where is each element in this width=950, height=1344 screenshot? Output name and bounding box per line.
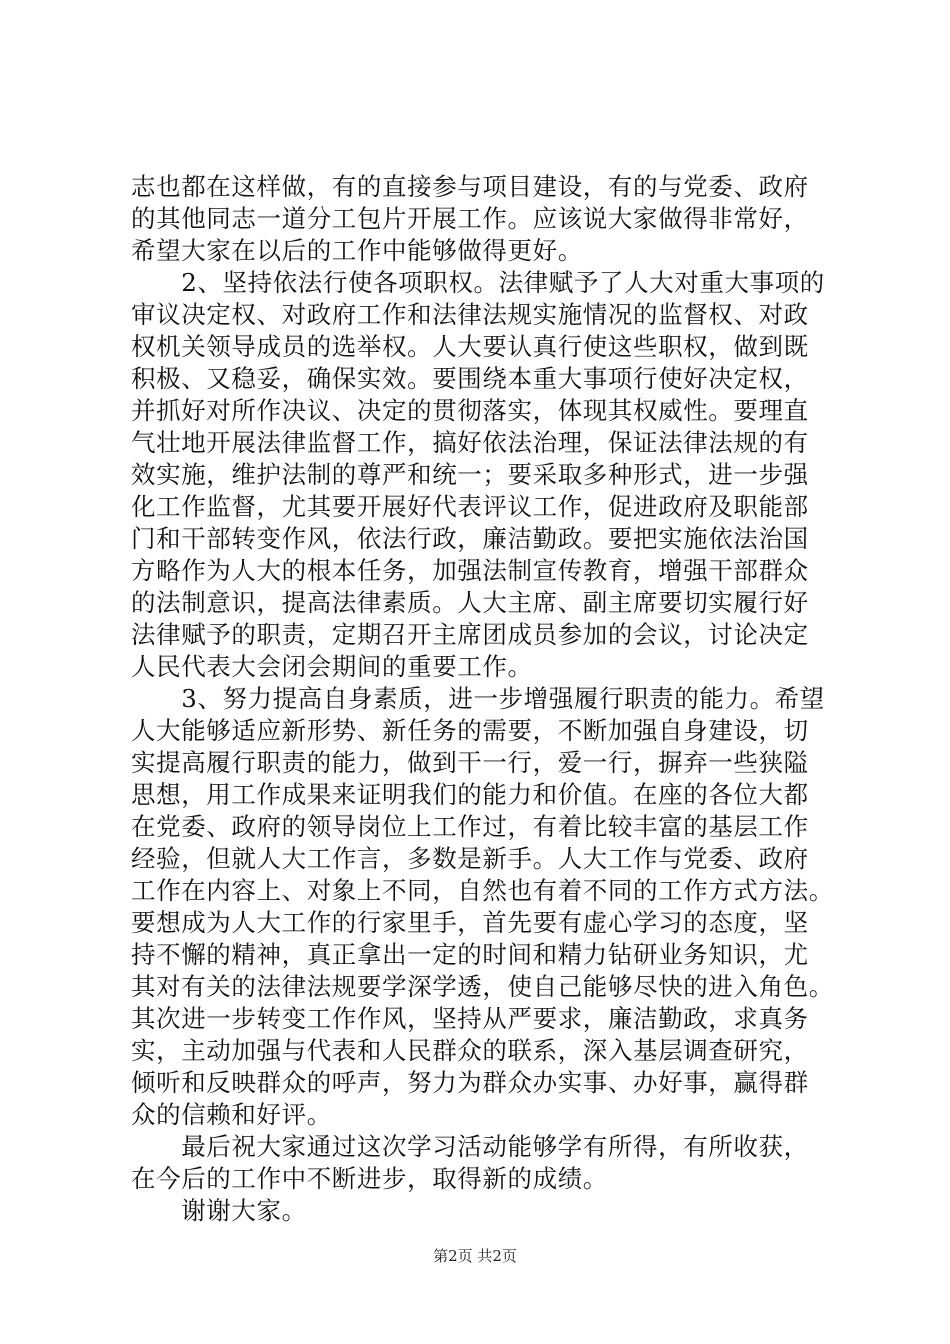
- text-line: 谢谢大家。: [131, 1196, 307, 1225]
- text-line: 在党委、政府的领导岗位上工作过，有着比较丰富的基层工作: [131, 812, 809, 841]
- text-line: 实，主动加强与代表和人民群众的联系，深入基层调查研究，: [131, 1036, 809, 1065]
- text-line: 要想成为人大工作的行家里手，首先要有虚心学习的态度，坚: [131, 908, 809, 937]
- text-line: 经验，但就人大工作言，多数是新手。人大工作与党委、政府: [131, 844, 809, 873]
- text-line: 权机关领导成员的选举权。人大要认真行使这些职权，做到既: [131, 332, 809, 361]
- text-line: 门和干部转变作风，依法行政，廉洁勤政。要把实施依法治国: [131, 524, 809, 553]
- text-line: 审议决定权、对政府工作和法律法规实施情况的监督权、对政: [131, 300, 809, 329]
- text-line: 希望大家在以后的工作中能够做得更好。: [131, 236, 583, 265]
- text-line: 化工作监督，尤其要开展好代表评议工作，促进政府及职能部: [131, 492, 809, 521]
- text-line: 并抓好对所作决议、决定的贯彻落实，体现其权威性。要理直: [131, 396, 809, 425]
- text-line: 持不懈的精神，真正拿出一定的时间和精力钻研业务知识，尤: [131, 940, 809, 969]
- text-line: 法律赋予的职责，定期召开主席团成员参加的会议，讨论决定: [131, 620, 809, 649]
- text-line: 其次进一步转变工作作风，坚持从严要求，廉洁勤政，求真务: [131, 1004, 809, 1033]
- text-line: 倾听和反映群众的呼声，努力为群众办实事、办好事，赢得群: [131, 1068, 809, 1097]
- text-line: 的其他同志一道分工包片开展工作。应该说大家做得非常好，: [131, 204, 809, 233]
- document-body: [131, 171, 834, 1227]
- text-line: 3、努力提高自身素质，进一步增强履行职责的能力。希望: [131, 684, 825, 713]
- text-line: 2、坚持依法行使各项职权。法律赋予了人大对重大事项的: [131, 268, 825, 297]
- text-line: 方略作为人大的根本任务，加强法制宣传教育，增强干部群众: [131, 556, 809, 585]
- text-line: 人民代表大会闭会期间的重要工作。: [131, 652, 533, 681]
- text-line: 实提高履行职责的能力，做到干一行，爱一行，摒弃一些狭隘: [131, 748, 809, 777]
- text-line: 其对有关的法律法规要学深学透，使自己能够尽快的进入角色。: [131, 972, 834, 1001]
- text-line: 的法制意识，提高法律素质。人大主席、副主席要切实履行好: [131, 588, 809, 617]
- text-line: 效实施，维护法制的尊严和统一；要采取多种形式，进一步强: [131, 460, 809, 489]
- text-line: 人大能够适应新形势、新任务的需要，不断加强自身建设，切: [131, 716, 809, 745]
- text-line: 众的信赖和好评。: [131, 1100, 332, 1129]
- text-line: 思想，用工作成果来证明我们的能力和价值。在座的各位大都: [131, 780, 809, 809]
- text-line: 志也都在这样做，有的直接参与项目建设，有的与党委、政府: [131, 172, 809, 201]
- page-footer: 第2页 共2页: [433, 1247, 517, 1265]
- text-line: 积极、又稳妥，确保实效。要围绕本重大事项行使好决定权，: [131, 364, 809, 393]
- text-line: 最后祝大家通过这次学习活动能够学有所得，有所收获，: [131, 1132, 809, 1161]
- text-line: 工作在内容上、对象上不同，自然也有着不同的工作方式方法。: [131, 876, 834, 905]
- text-line: 气壮地开展法律监督工作，搞好依法治理，保证法律法规的有: [131, 428, 809, 457]
- text-line: 在今后的工作中不断进步，取得新的成绩。: [131, 1164, 608, 1193]
